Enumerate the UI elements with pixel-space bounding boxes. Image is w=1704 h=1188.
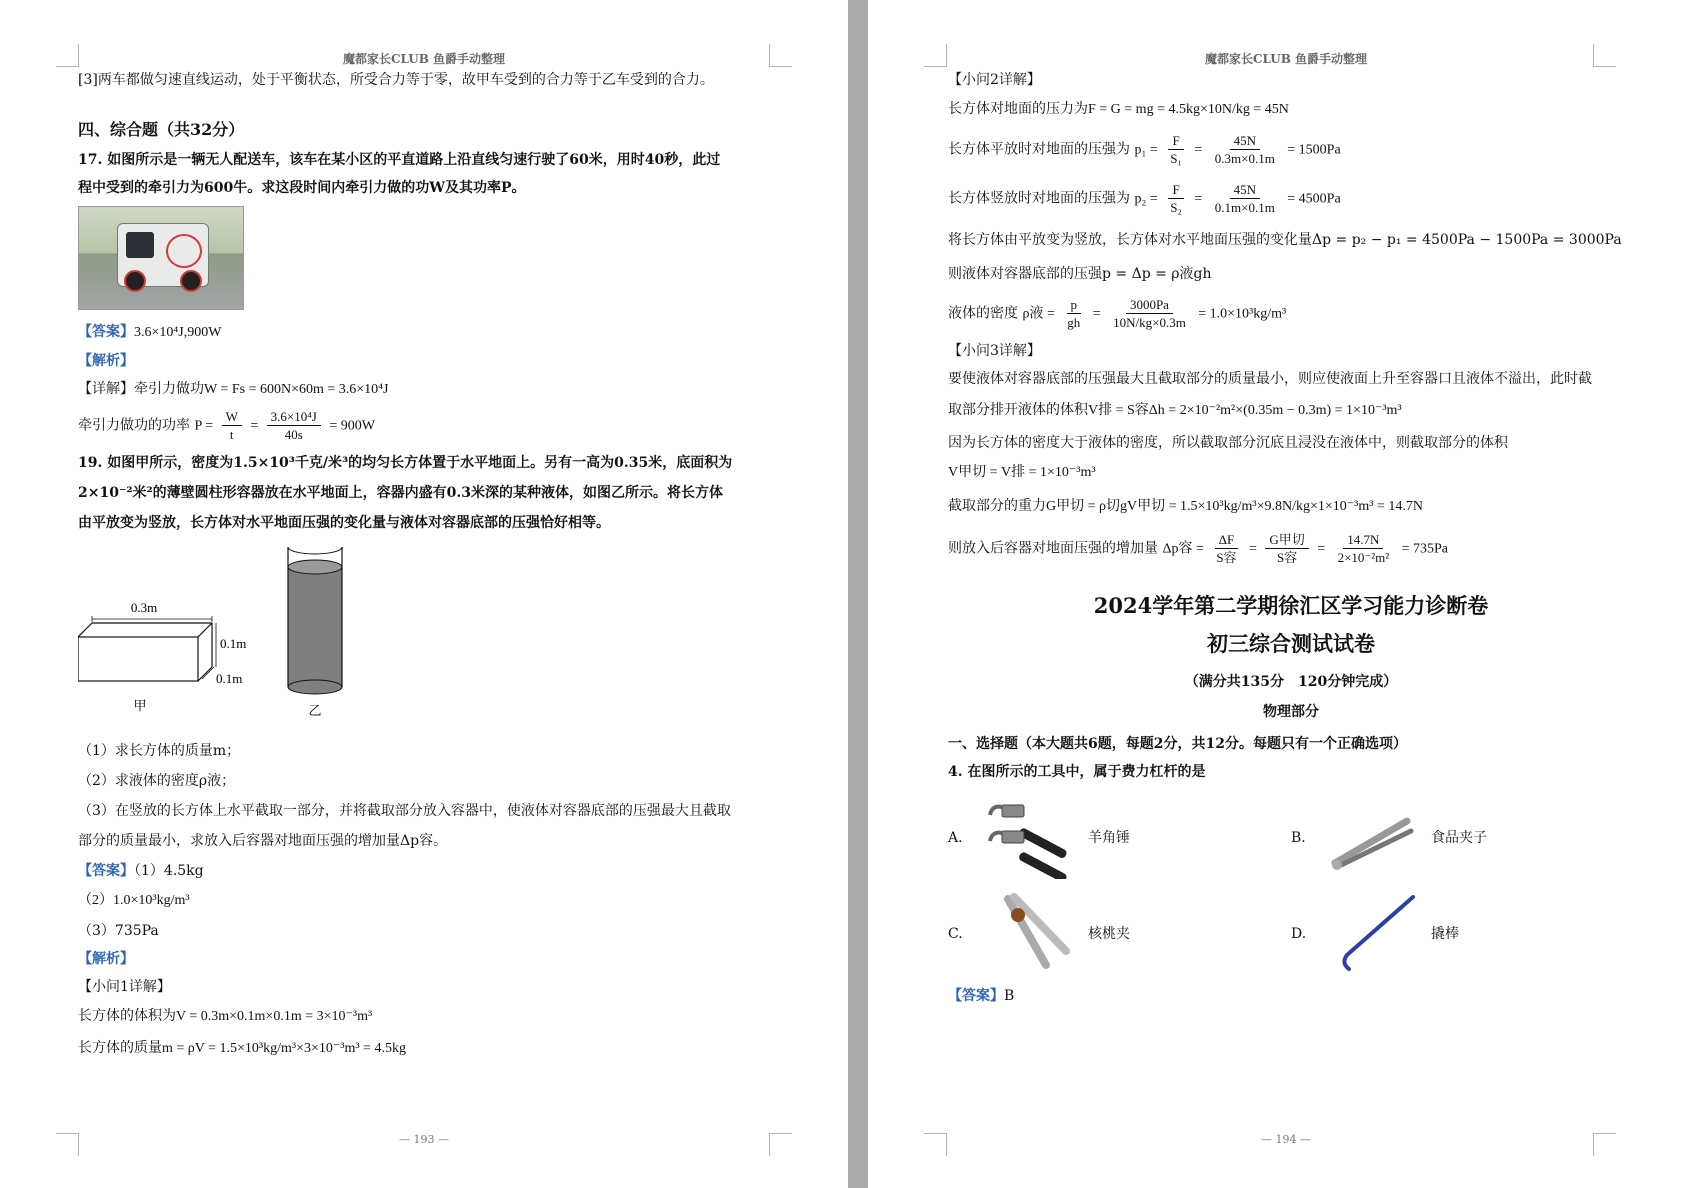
question-17: 17. 如图所示是一辆无人配送车，该车在某小区的平直道路上沿直线匀速行驶了60米，用时40秒，此过 [78,152,721,168]
answer-tag: 【答案】 [78,324,134,340]
answer-line [78,861,770,881]
sub3-line: 要使液体对容器底部的压强最大且截取部分的质量最小，则应使液面上升至容器口且液体不溢出，此时截 [948,371,1592,387]
answer-line [78,322,770,343]
detail-tag: 【详解】 [78,381,134,397]
exam-title: 2024学年第二学期徐汇区学习能力诊断卷 [1093,593,1489,618]
power-rhs: = 900W [329,418,375,434]
answer-3: （3）735Pa [78,923,159,939]
robot-body [117,223,209,287]
option-c[interactable]: C. 核桃夹 [948,893,1291,975]
question-19-cont: 2×10⁻²米²的薄壁圆柱形容器放在水平地面上，容器内盛有0.3米深的某种液体，如图乙所示。将长方体 [78,485,723,501]
claw-hammer-icon [984,797,1080,879]
answer-tag: 【答案】 [78,863,134,879]
page-header: 魔都家长CLUB 鱼爵手动整理 [342,52,506,66]
option-d[interactable]: D. 撬棒 [1291,893,1634,975]
exam-part: 物理部分 [1263,704,1319,720]
fraction: $\frac{p}{gh}$ [1067,297,1081,330]
fraction: $\frac{\text{G甲切}}{\text{S容}}$ [1265,531,1308,566]
fraction: $\frac{14.7N}{\text{2×10⁻²m²}}$ [1337,532,1390,565]
robot-logo [166,234,202,268]
question-17-cont: 程中受到的牵引力为600牛。求这段时间内牵引力做的功W及其功率P。 [78,180,526,196]
page-body [78,70,770,1059]
dp-line: 将长方体由平放变为竖放，长方体对水平地面压强的变化量Δp = p₂ − p₁ = 4500Pa − 1500Pa = 3000Pa [948,232,1622,248]
cuboid-jia [78,616,216,681]
exam-info: （满分共135分 120分钟完成） [1184,674,1398,690]
liquid-pressure-line: 则液体对容器底部的压强p = Δp = ρ液gh [948,266,1212,282]
fraction: $\frac{\Delta F}{\text{S容}}$ [1216,532,1237,565]
p1-line: 长方体平放时对地面的压强为 p₁ = $\frac{F}{\text{S₁}}$ = $\frac{45N}{0.3m\times 0.1m}$ = 1500Pa [948,133,1341,166]
section-title: 一、选择题（本大题共6题，每题2分，共12分。每题只有一个正确选项） [948,736,1407,752]
figure-cuboid-container [78,547,770,735]
analysis-tag: 【解析】 [78,951,134,967]
analysis-tag: 【解析】 [78,353,134,369]
question-19: 19. 如图甲所示，密度为1.5×10³千克/米³的均匀长方体置于水平地面上。另有一高为0.35米，底面积为 [78,455,733,471]
sub-question-3: （3）在竖放的长方体上水平截取一部分，并将截取部分放入容器中，使液体对容器底部的压强最大且截取 [78,803,731,819]
sub1-detail-tag: 【小问1详解】 [78,979,171,995]
fraction: $\frac{F}{\text{S₁}}$ [1170,133,1182,166]
page-number: — 194 — [1261,1133,1311,1146]
options-row [948,888,1634,980]
force-line: 长方体对地面的压力为F = G = mg = 4.5kg×10N/kg = 45N [948,102,1289,117]
question-19-cont: 由平放变为竖放，长方体对水平地面压强的变化量与液体对容器底部的压强恰好相等。 [78,515,610,531]
page-body [948,70,1634,1006]
label-yi: 乙 [308,704,322,719]
exam-subtitle: 初三综合测试试卷 [1207,631,1375,656]
answer-value: B [1004,988,1015,1004]
rho-line: 液体的密度 ρ液 = $\frac{p}{gh}$ = $\frac{3000Pa}{10N/kg\times 0.3m}$ = 1.0×10³kg/m³ [948,297,1287,330]
fraction: $\frac{F}{\text{S₂}}$ [1170,182,1182,215]
option-a[interactable]: A. 羊角锤 [948,797,1291,879]
fraction: $\frac{45N}{0.3m\times 0.1m}$ [1214,133,1275,166]
label-length: 0.3m [130,600,158,615]
options-row [948,792,1634,884]
fraction: $\frac{45N}{0.1m\times 0.1m}$ [1214,182,1275,215]
sub-question-3-cont: 部分的质量最小，求放入后容器对地面压强的增加量Δp容。 [78,833,448,849]
figure-svg [78,547,398,735]
fraction: $\frac{W}{t}$ [222,408,242,443]
power-lhs: P = [194,418,214,434]
answer-tag: 【答案】 [948,988,1004,1004]
section-title: 四、综合题（共32分） [78,120,245,139]
pressure-increase-line: 则放入后容器对地面压强的增加量 Δp容 = $\frac{\Delta F}{\text{S容}}$ = $\frac{\text{G甲切}}{\text{S容}}$ = $\frac{14.7N}{\text{2×10⁻²m²}}$ = 735Pa [948,532,1449,565]
sub-question-2: （2）求液体的密度ρ液； [78,773,236,789]
label-height: 0.1m [220,636,247,651]
work-text: 牵引力做功 [134,381,204,397]
container-yi [288,547,342,694]
label-jia: 甲 [133,699,147,714]
text-line: [3]两车都做匀速直线运动，处于平衡状态，所受合力等于零，故甲车受到的合力等于乙车受到的合力。 [78,72,714,88]
sub-question-1: （1）求长方体的质量m； [78,743,241,759]
option-b[interactable]: B. 食品夹子 [1291,797,1634,879]
mass-line: 长方体的质量m = ρV = 1.5×10³kg/m³×3×10⁻³m³ = 4.5kg [78,1041,406,1056]
wheel [180,270,202,292]
work-line [78,379,770,400]
sub3-line: 因为长方体的密度大于液体的密度，所以截取部分沉底且浸没在液体中，则截取部分的体积 [948,435,1508,451]
answer-1: （1）4.5kg [134,863,204,879]
crowbar-icon [1327,893,1423,975]
sub2-detail-tag: 【小问2详解】 [948,72,1041,88]
page-header: 魔都家长CLUB 鱼爵手动整理 [1204,52,1368,66]
answer-2: （2）1.0×10³kg/m³ [78,893,190,908]
wheel [124,270,146,292]
page-193 [0,0,848,1188]
sub3-detail-tag: 【小问3详解】 [948,343,1041,359]
answer-line [948,986,1634,1006]
robot-window [126,232,154,258]
delivery-robot-photo [78,206,244,310]
food-tongs-icon [1327,797,1423,879]
power-line: 牵引力做功的功率 P = $\frac{W}{t}$ = $\frac{\text{3.6×10⁴J}}{40s}$ = 900W [78,409,375,442]
fraction: $\frac{\text{3.6×10⁴J}}{40s}$ [267,408,321,443]
question-4: 4. 在图所示的工具中，属于费力杠杆的是 [948,764,1206,780]
sub3-line: 取部分排开液体的体积V排 = S容Δh = 2×10⁻²m²×(0.35m − 0.3m) = 1×10⁻³m³ [948,403,1402,418]
answer-value: 3.6×10⁴J,900W [134,325,222,340]
power-text: 牵引力做功的功率 [78,417,190,434]
nutcracker-icon [984,893,1080,975]
page-194 [868,0,1704,1188]
work-equation: W = Fs = 600N×60m = 3.6×10⁴J [204,382,389,397]
page-number: — 193 — [399,1133,449,1146]
sub3-line: 截取部分的重力G甲切 = ρ切gV甲切 = 1.5×10³kg/m³×9.8N/kg×1×10⁻³m³ = 14.7N [948,499,1423,514]
label-width: 0.1m [216,671,243,686]
p2-line: 长方体竖放时对地面的压强为 p₂ = $\frac{F}{\text{S₂}}$ = $\frac{45N}{0.1m\times 0.1m}$ = 4500Pa [948,182,1341,215]
volume-line: 长方体的体积为V = 0.3m×0.1m×0.1m = 3×10⁻³m³ [78,1009,373,1024]
fraction: $\frac{3000Pa}{10N/kg\times 0.3m}$ [1113,297,1186,330]
sub3-line: V甲切 = V排 = 1×10⁻³m³ [948,465,1096,480]
